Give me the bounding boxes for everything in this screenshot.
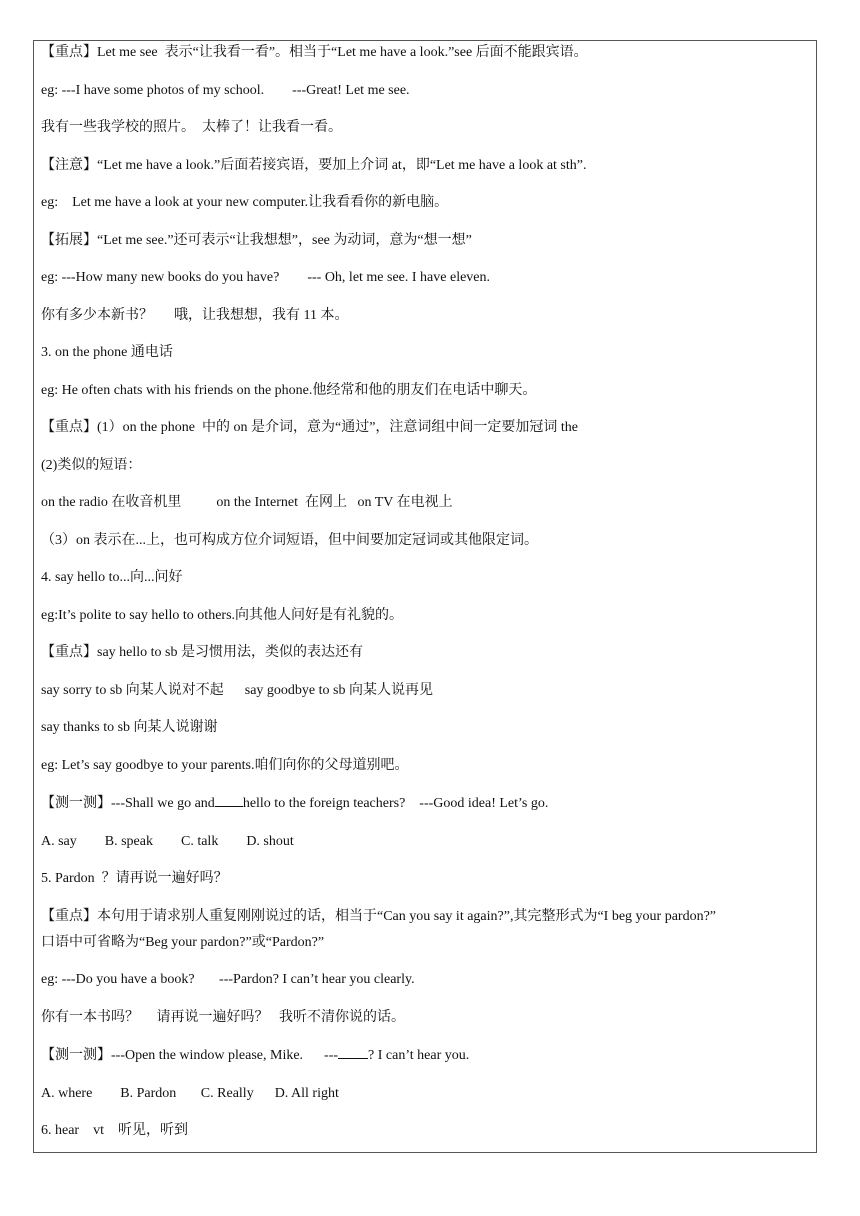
example-sentence: eg: ---I have some photos of my school. ---Great! Let me see.	[41, 82, 410, 98]
note-key-point-cont: 口语中可省略为“Beg your pardon?”或“Pardon?”	[41, 934, 325, 950]
example-sentence: eg: ---Do you have a book? ---Pardon? I can’t hear you clearly.	[41, 972, 415, 987]
quiz-question-2	[41, 1046, 811, 1065]
phrase-list: say thanks to sb 向某人说谢谢	[41, 720, 218, 735]
note-extension: 【拓展】“Let me see.”还可表示“让我想想”，see 为动词，意为“想一想”	[41, 232, 472, 248]
example-sentence: eg: Let me have a look at your new computer.让我看看你的新电脑。	[41, 195, 449, 210]
answer-blank[interactable]	[215, 794, 243, 807]
note-let-me-see: 【重点】Let me see 表示“让我看一看”。相当于“Let me have a look.”see 后面不能跟宾语。	[41, 45, 588, 60]
note-key-point: 【重点】say hello to sb 是习惯用法，类似的表达还有	[41, 645, 363, 660]
document-body	[41, 44, 811, 1160]
example-translation: 你有一本书吗？ 请再说一遍好吗？ 我听不清你说的话。	[41, 1009, 405, 1025]
example-sentence: eg: ---How many new books do you have? --- Oh, let me see. I have eleven.	[41, 270, 491, 285]
example-translation: 你有多少本新书？ 哦，让我想想，我有 11 本。	[41, 307, 349, 323]
quiz-options-2: A. where B. Pardon C. Really D. All right	[41, 1085, 339, 1101]
note-similar-phrases: (2)类似的短语：	[41, 457, 142, 473]
quiz-text-before: 【测一测】---Shall we go and	[41, 796, 215, 811]
quiz-text-before: 【测一测】---Open the window please, Mike. ---	[41, 1048, 339, 1063]
quiz-text-after: ? I can’t hear you.	[368, 1048, 470, 1063]
section-heading-3: 3. on the phone 通电话	[41, 345, 173, 360]
note-key-point: 【重点】本句用于请求别人重复刚刚说过的话，相当于“Can you say it again?”,其完整形式为“I beg your pardon?”	[41, 908, 717, 924]
example-sentence: eg:It’s polite to say hello to others.向其他人问好是有礼貌的。	[41, 607, 404, 623]
example-sentence: eg: He often chats with his friends on the phone.他经常和他的朋友们在电话中聊天。	[41, 382, 537, 398]
phrase-list: say sorry to sb 向某人说对不起 say goodbye to sb 向某人说再见	[41, 682, 433, 698]
example-translation: 我有一些我学校的照片。 太棒了！让我看一看。	[41, 120, 342, 135]
note-on-usage: （3）on 表示在...上，也可构成方位介词短语，但中间要加定冠词或其他限定词。	[41, 532, 538, 548]
quiz-options-1: A. say B. speak C. talk D. shout	[41, 833, 294, 849]
quiz-question-1	[41, 794, 811, 813]
section-heading-6: 6. hear vt 听见，听到	[41, 1123, 188, 1138]
section-heading-5: 5. Pardon ？请再说一遍好吗？	[41, 871, 228, 886]
example-sentence: eg: Let’s say goodbye to your parents.咱们向你的父母道别吧。	[41, 757, 409, 773]
answer-blank[interactable]	[338, 1046, 368, 1059]
section-heading-4: 4. say hello to...向...问好	[41, 570, 183, 585]
note-attention: 【注意】“Let me have a look.”后面若接宾语，要加上介词 at，即“Let me have a look at sth”.	[41, 157, 587, 173]
phrase-list: on the radio 在收音机里 on the Internet 在网上 on TV 在电视上	[41, 495, 453, 510]
quiz-text-after: hello to the foreign teachers? ---Good idea! Let’s go.	[242, 796, 549, 811]
note-key-point: 【重点】(1）on the phone 中的 on 是介词，意为“通过”，注意词组中间一定要加冠词 the	[41, 420, 579, 435]
